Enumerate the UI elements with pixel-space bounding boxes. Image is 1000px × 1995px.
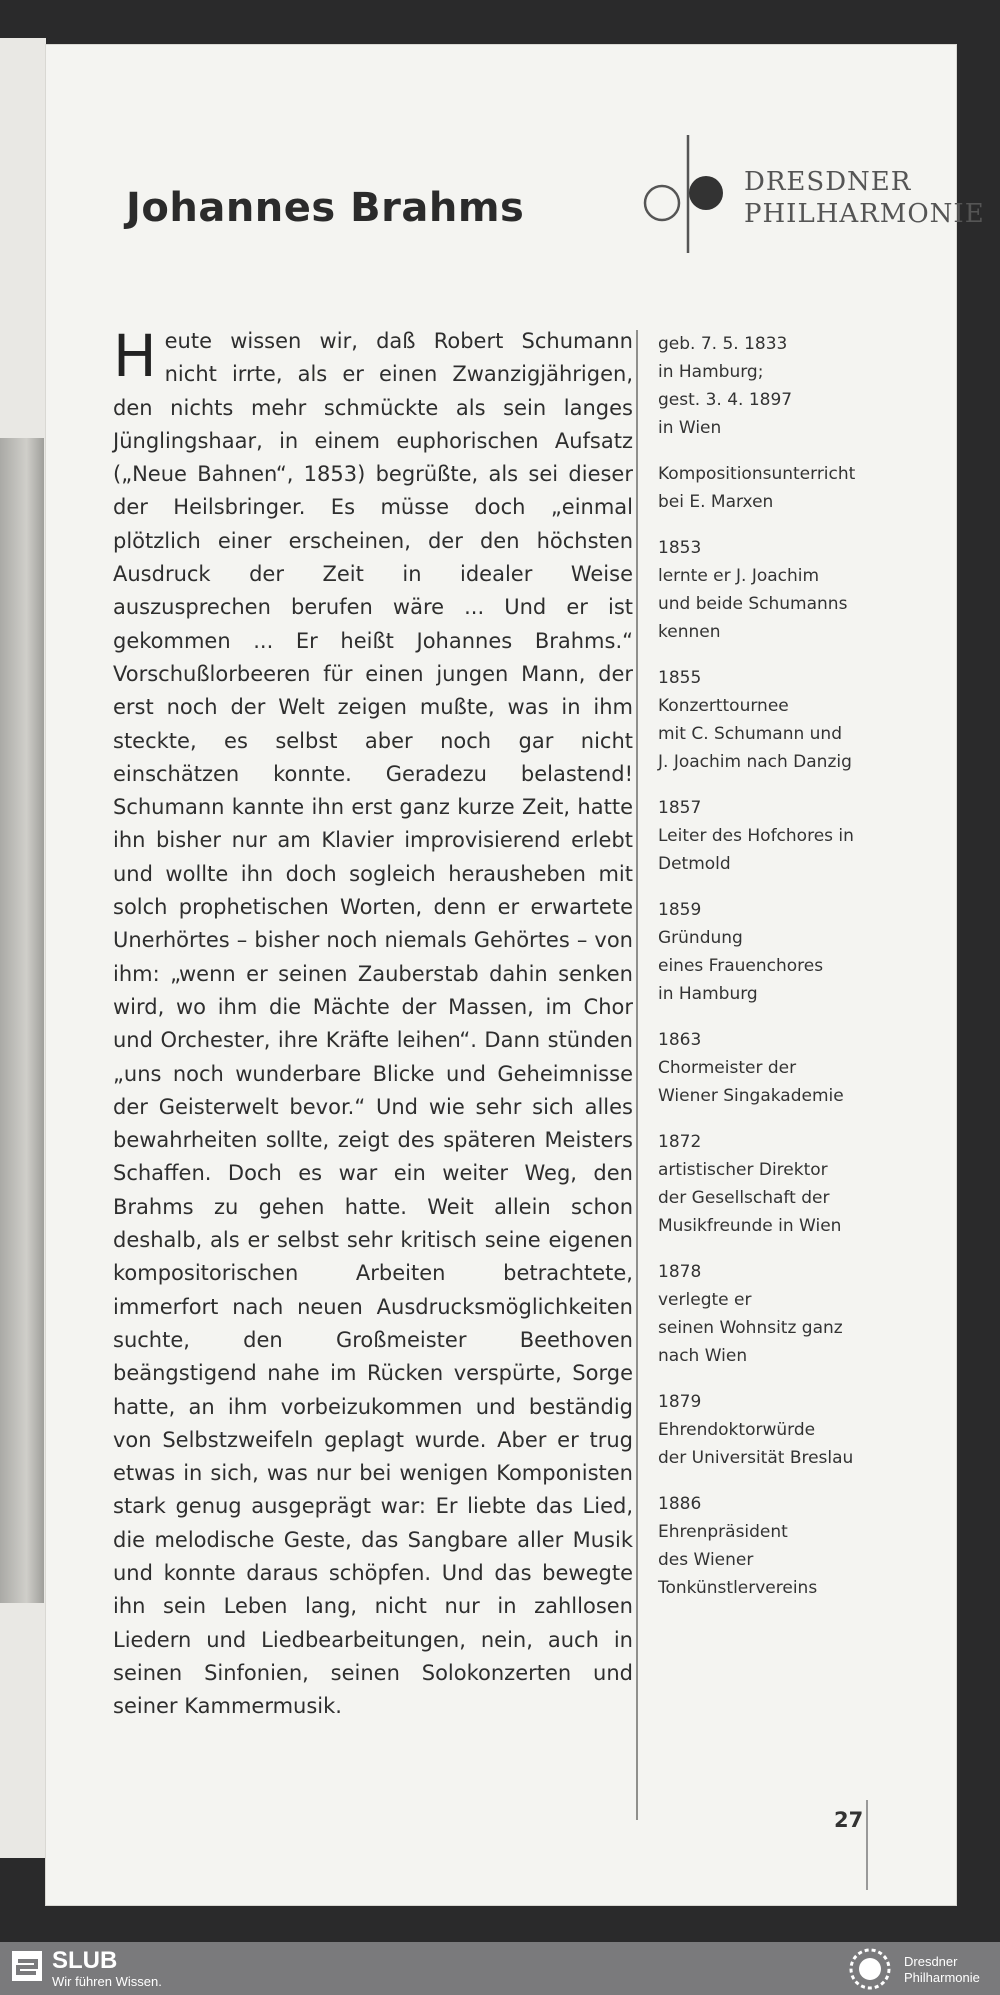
timeline-line: Ehrendoktorwürde — [658, 1420, 816, 1440]
drop-cap: H — [113, 322, 157, 390]
adjacent-page-edge — [0, 38, 46, 1858]
footer-dp-name-line2: Philharmonie — [904, 1970, 980, 1985]
timeline-line: lernte er J. Joachim — [658, 566, 820, 586]
timeline-line: geb. 7. 5. 1833 — [658, 334, 788, 354]
page-number: 27 — [834, 1808, 864, 1832]
biography-timeline — [658, 330, 948, 1620]
timeline-year: 1853 — [658, 538, 702, 558]
timeline-entry — [658, 460, 948, 516]
dresdner-philharmonie-logo — [606, 95, 985, 255]
document-page — [46, 45, 985, 1905]
timeline-line: eines Frauenchores — [658, 956, 824, 976]
timeline-line: Gründung — [658, 928, 743, 948]
timeline-line: Konzerttournee — [658, 696, 789, 716]
timeline-year: 1872 — [658, 1132, 702, 1152]
timeline-line: gest. 3. 4. 1897 — [658, 390, 793, 410]
timeline-year: 1855 — [658, 668, 702, 688]
logo-text-line1: DRESDNER — [744, 167, 912, 197]
timeline-line: in Wien — [658, 418, 722, 438]
timeline-entry — [658, 534, 948, 646]
timeline-line: kennen — [658, 622, 721, 642]
dp-logo-mark-icon — [606, 95, 736, 255]
timeline-line: verlegte er — [658, 1290, 752, 1310]
timeline-line: der Universität Breslau — [658, 1448, 854, 1468]
timeline-line: der Gesellschaft der — [658, 1188, 830, 1208]
timeline-line: Tonkünstlervereins — [658, 1578, 818, 1598]
article-body — [113, 322, 633, 1723]
timeline-line: Kompositionsunterricht — [658, 464, 856, 484]
timeline-year: 1886 — [658, 1494, 702, 1514]
slub-name: SLUB — [52, 1947, 118, 1974]
timeline-entry — [658, 1258, 948, 1370]
timeline-entry — [658, 1490, 948, 1602]
timeline-year: 1863 — [658, 1030, 702, 1050]
page-title: Johannes Brahms — [126, 185, 525, 231]
timeline-line: Chormeister der — [658, 1058, 797, 1078]
timeline-line: in Hamburg — [658, 984, 758, 1004]
adjacent-page-photo — [0, 438, 44, 1603]
timeline-line: des Wiener — [658, 1550, 754, 1570]
slub-tagline: Wir führen Wissen. — [52, 1974, 162, 1989]
timeline-line: Leiter des Hofchores in — [658, 826, 854, 846]
timeline-entry — [658, 896, 948, 1008]
timeline-line: Musikfreunde in Wien — [658, 1216, 842, 1236]
timeline-entry — [658, 664, 948, 776]
timeline-line: Wiener Singakademie — [658, 1086, 844, 1106]
timeline-entry — [658, 1388, 948, 1472]
timeline-line: artistischer Direktor — [658, 1160, 828, 1180]
timeline-entry — [658, 1026, 948, 1110]
timeline-year: 1857 — [658, 798, 702, 818]
column-divider — [636, 330, 638, 1820]
timeline-entry — [658, 1128, 948, 1240]
timeline-line: seinen Wohnsitz ganz — [658, 1318, 843, 1338]
footer-bar — [0, 1942, 1000, 1995]
timeline-line: Ehrenpräsident — [658, 1522, 788, 1542]
timeline-line: J. Joachim nach Danzig — [658, 752, 852, 772]
article-text: eute wissen wir, daß Robert Schumann nicht irrte, als er einen Zwanzigjährigen, den nichts mehr schmückte als sein langes Jünglingshaar, in einem euphorischen Aufsatz („Neue Bahnen“, 1853) begrüßte, als sei dieser der Heilsbringer. Es müsse doch „einmal plötzlich einer erscheinen, der den höchsten Ausdruck der Zeit in idealer Weise auszusprechen berufen wäre ... Und er ist gekommen ... Er heißt Johannes Brahms.“ Vorschußlorbeeren für einen jungen Mann, der erst noch der Welt zeigen mußte, was in ihm steckte, es selbst aber noch gar nicht einschätzen konnte. Geradezu belastend! Schumann kannte ihn erst ganz kurze Zeit, hatte ihn bisher nur am Klavier improvisierend erlebt und wollte ihn doch sogleich herausheben mit solch prophetischen Worten, denn er erwartete Unerhörtes – bisher noch niemals Gehörtes – von ihm: „wenn er seinen Zauberstab dahin senken wird, wo ihm die Mächte der Massen, im Chor und Orchester, ihre Kräfte leihen“. Dann stünden „uns noch wunderbare Blicke und Geheimnisse der Geisterwelt bevor.“ Und wie sehr sich alles bewahrheiten sollte, zeigt des späteren Meisters Schaffen. Doch es war ein weiter Weg, den Brahms zu gehen hatte. Weit allein schon deshalb, als er selbst sehr kritisch seine eigenen kompositorischen Arbeiten betrachtete, immerfort nach neuen Ausdrucksmöglichkeiten suchte, den Großmeister Beethoven beängstigend nahe im Rücken verspürte, Sorge hatte, an ihm vorbeizukommen und beständig von Selbstzweifeln geplagt wurde. Aber er trug etwas in sich, was nur bei wenigen Komponisten stark genug ausgeprägt war: Er liebte das Lied, die melodische Geste, das Sangbare aller Musik und konnte daraus schöpfen. Und das bewegte ihn sein Leben lang, nicht nur in zahllosen Liedern und Liedbearbeitungen, nein, auch in seinen Sinfonien, seinen Solokonzerten und seiner Kammermusik. — [113, 329, 633, 1719]
timeline-year: 1859 — [658, 900, 702, 920]
timeline-year: 1878 — [658, 1262, 702, 1282]
timeline-entry — [658, 794, 948, 878]
dresdner-philharmonie-footer-icon — [844, 1946, 896, 1992]
footer-dp-name-line1: Dresdner — [904, 1954, 958, 1969]
logo-text-line2: PHILHARMONIE — [744, 199, 985, 229]
timeline-line: und beide Schumanns — [658, 594, 848, 614]
slub-logo-icon — [10, 1949, 44, 1983]
timeline-entry — [658, 330, 948, 442]
page-number-rule — [866, 1800, 868, 1890]
timeline-line: nach Wien — [658, 1346, 748, 1366]
timeline-year: 1879 — [658, 1392, 702, 1412]
timeline-line: bei E. Marxen — [658, 492, 774, 512]
timeline-line: Detmold — [658, 854, 731, 874]
timeline-line: in Hamburg; — [658, 362, 764, 382]
timeline-line: mit C. Schumann und — [658, 724, 842, 744]
